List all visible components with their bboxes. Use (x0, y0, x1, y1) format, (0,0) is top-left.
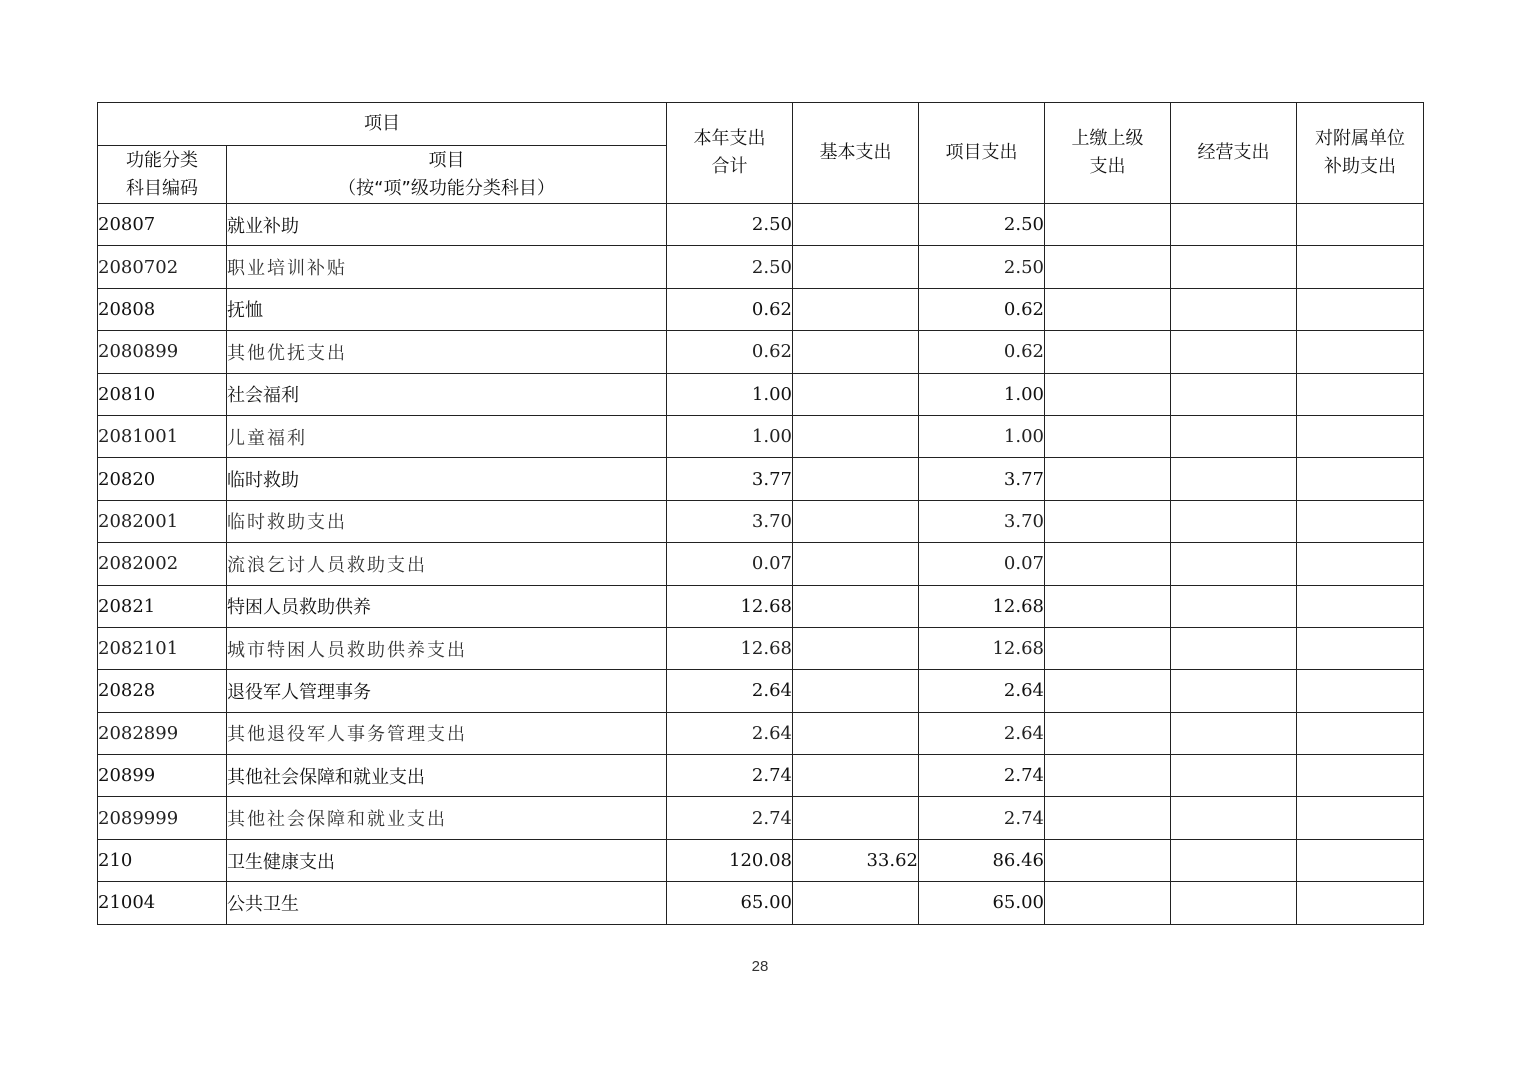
header-name-line-2: （按“项”级功能分类科目） (338, 177, 555, 199)
cell-name: 公共卫生 (227, 882, 667, 924)
cell-operating (1171, 204, 1297, 246)
cell-basic (793, 500, 919, 542)
cell-project: 1.00 (919, 373, 1045, 415)
table-row (98, 627, 1424, 669)
cell-name: 其他社会保障和就业支出 (227, 797, 667, 839)
cell-subsidy (1297, 415, 1424, 457)
cell-name: 临时救助 (227, 458, 667, 500)
cell-upper (1045, 797, 1171, 839)
cell-subsidy (1297, 246, 1424, 288)
cell-project: 0.62 (919, 331, 1045, 373)
table-row (98, 415, 1424, 457)
cell-operating (1171, 500, 1297, 542)
cell-subsidy (1297, 839, 1424, 881)
table-header (98, 103, 1424, 204)
cell-operating (1171, 585, 1297, 627)
cell-upper (1045, 458, 1171, 500)
table-row (98, 797, 1424, 839)
header-function-code (98, 146, 227, 204)
cell-subsidy (1297, 373, 1424, 415)
cell-total: 2.64 (667, 670, 793, 712)
cell-subsidy (1297, 755, 1424, 797)
cell-upper (1045, 627, 1171, 669)
cell-operating (1171, 331, 1297, 373)
cell-code: 20810 (98, 373, 227, 415)
table-row (98, 288, 1424, 330)
table-row (98, 373, 1424, 415)
header-subsidy-expenditure (1297, 103, 1424, 204)
cell-project: 2.50 (919, 246, 1045, 288)
expenditure-table (97, 102, 1424, 925)
header-total-line-2: 合计 (711, 156, 748, 177)
cell-basic (793, 712, 919, 754)
cell-code: 2082101 (98, 627, 227, 669)
cell-code: 2082899 (98, 712, 227, 754)
header-upper-payment (1045, 103, 1171, 204)
cell-project: 2.74 (919, 797, 1045, 839)
cell-operating (1171, 627, 1297, 669)
table-row (98, 543, 1424, 585)
cell-project: 65.00 (919, 882, 1045, 924)
table-body (98, 204, 1424, 925)
cell-name: 临时救助支出 (227, 500, 667, 542)
cell-subsidy (1297, 458, 1424, 500)
cell-name: 儿童福利 (227, 415, 667, 457)
cell-code: 20808 (98, 288, 227, 330)
cell-total: 12.68 (667, 585, 793, 627)
cell-code: 2082002 (98, 543, 227, 585)
cell-subsidy (1297, 797, 1424, 839)
header-upper-line-1: 上缴上级 (1071, 128, 1144, 149)
cell-name: 就业补助 (227, 204, 667, 246)
cell-project: 2.50 (919, 204, 1045, 246)
cell-operating (1171, 415, 1297, 457)
header-item-name (227, 146, 667, 204)
cell-total: 2.74 (667, 755, 793, 797)
cell-upper (1045, 712, 1171, 754)
cell-name: 职业培训补贴 (227, 246, 667, 288)
cell-project: 12.68 (919, 627, 1045, 669)
cell-upper (1045, 373, 1171, 415)
cell-upper (1045, 331, 1171, 373)
table-row (98, 204, 1424, 246)
cell-upper (1045, 839, 1171, 881)
cell-upper (1045, 415, 1171, 457)
cell-code: 20828 (98, 670, 227, 712)
cell-basic (793, 373, 919, 415)
cell-code: 20821 (98, 585, 227, 627)
cell-basic (793, 670, 919, 712)
cell-code: 2080899 (98, 331, 227, 373)
cell-project: 3.70 (919, 500, 1045, 542)
cell-name: 其他社会保障和就业支出 (227, 755, 667, 797)
cell-basic (793, 331, 919, 373)
cell-project: 2.64 (919, 670, 1045, 712)
cell-code: 20820 (98, 458, 227, 500)
cell-operating (1171, 882, 1297, 924)
cell-code: 21004 (98, 882, 227, 924)
cell-total: 2.74 (667, 797, 793, 839)
cell-code: 2082001 (98, 500, 227, 542)
cell-name: 城市特困人员救助供养支出 (227, 627, 667, 669)
cell-upper (1045, 246, 1171, 288)
table-row (98, 712, 1424, 754)
header-project-expenditure: 项目支出 (919, 103, 1045, 204)
cell-basic (793, 288, 919, 330)
cell-total: 3.70 (667, 500, 793, 542)
cell-operating (1171, 712, 1297, 754)
cell-project: 12.68 (919, 585, 1045, 627)
header-total-expenditure (667, 103, 793, 204)
cell-total: 0.62 (667, 331, 793, 373)
cell-subsidy (1297, 882, 1424, 924)
cell-operating (1171, 246, 1297, 288)
cell-basic (793, 543, 919, 585)
cell-total: 65.00 (667, 882, 793, 924)
header-subsidy-line-2: 补助支出 (1324, 156, 1396, 177)
cell-code: 20807 (98, 204, 227, 246)
cell-name: 卫生健康支出 (227, 839, 667, 881)
cell-basic (793, 415, 919, 457)
cell-subsidy (1297, 627, 1424, 669)
header-subsidy-line-1: 对附属单位 (1315, 128, 1405, 149)
cell-project: 0.62 (919, 288, 1045, 330)
cell-basic: 33.62 (793, 839, 919, 881)
cell-upper (1045, 288, 1171, 330)
cell-operating (1171, 288, 1297, 330)
cell-subsidy (1297, 204, 1424, 246)
cell-subsidy (1297, 500, 1424, 542)
cell-upper (1045, 882, 1171, 924)
cell-operating (1171, 373, 1297, 415)
cell-project: 1.00 (919, 415, 1045, 457)
cell-basic (793, 204, 919, 246)
cell-total: 2.50 (667, 246, 793, 288)
cell-total: 2.64 (667, 712, 793, 754)
cell-total: 1.00 (667, 373, 793, 415)
cell-name: 退役军人管理事务 (227, 670, 667, 712)
cell-operating (1171, 797, 1297, 839)
cell-upper (1045, 500, 1171, 542)
cell-operating (1171, 755, 1297, 797)
cell-name: 抚恤 (227, 288, 667, 330)
cell-name: 其他优抚支出 (227, 331, 667, 373)
table-row (98, 458, 1424, 500)
cell-total: 12.68 (667, 627, 793, 669)
page-number: 28 (751, 958, 769, 975)
cell-total: 0.62 (667, 288, 793, 330)
cell-total: 0.07 (667, 543, 793, 585)
cell-total: 1.00 (667, 415, 793, 457)
table-row (98, 246, 1424, 288)
cell-subsidy (1297, 331, 1424, 373)
header-basic-expenditure: 基本支出 (793, 103, 919, 204)
cell-name: 特困人员救助供养 (227, 585, 667, 627)
table-row (98, 670, 1424, 712)
cell-total: 120.08 (667, 839, 793, 881)
cell-code: 20899 (98, 755, 227, 797)
header-upper-line-2: 支出 (1089, 156, 1126, 177)
cell-subsidy (1297, 585, 1424, 627)
header-code-line-2: 科目编码 (126, 177, 198, 199)
cell-subsidy (1297, 712, 1424, 754)
cell-operating (1171, 839, 1297, 881)
cell-total: 2.50 (667, 204, 793, 246)
cell-basic (793, 627, 919, 669)
header-name-line-1: 项目 (428, 149, 465, 171)
cell-code: 2080702 (98, 246, 227, 288)
cell-total: 3.77 (667, 458, 793, 500)
cell-operating (1171, 458, 1297, 500)
header-code-line-1: 功能分类 (126, 149, 198, 171)
cell-subsidy (1297, 543, 1424, 585)
cell-basic (793, 882, 919, 924)
cell-upper (1045, 204, 1171, 246)
cell-code: 2089999 (98, 797, 227, 839)
cell-operating (1171, 670, 1297, 712)
cell-basic (793, 797, 919, 839)
cell-project: 0.07 (919, 543, 1045, 585)
cell-basic (793, 585, 919, 627)
header-item-group: 项目 (98, 103, 667, 146)
table-row (98, 882, 1424, 924)
table-row (98, 755, 1424, 797)
cell-name: 流浪乞讨人员救助支出 (227, 543, 667, 585)
cell-code: 210 (98, 839, 227, 881)
table-row (98, 839, 1424, 881)
cell-project: 2.64 (919, 712, 1045, 754)
cell-upper (1045, 755, 1171, 797)
cell-code: 2081001 (98, 415, 227, 457)
cell-subsidy (1297, 288, 1424, 330)
table-row (98, 500, 1424, 542)
cell-upper (1045, 543, 1171, 585)
cell-operating (1171, 543, 1297, 585)
cell-name: 社会福利 (227, 373, 667, 415)
cell-project: 3.77 (919, 458, 1045, 500)
table-row (98, 585, 1424, 627)
cell-project: 86.46 (919, 839, 1045, 881)
cell-name: 其他退役军人事务管理支出 (227, 712, 667, 754)
cell-basic (793, 755, 919, 797)
cell-basic (793, 246, 919, 288)
cell-upper (1045, 585, 1171, 627)
table-row (98, 331, 1424, 373)
cell-upper (1045, 670, 1171, 712)
header-total-line-1: 本年支出 (693, 128, 766, 149)
cell-subsidy (1297, 670, 1424, 712)
cell-basic (793, 458, 919, 500)
cell-project: 2.74 (919, 755, 1045, 797)
header-operating-expenditure: 经营支出 (1171, 103, 1297, 204)
